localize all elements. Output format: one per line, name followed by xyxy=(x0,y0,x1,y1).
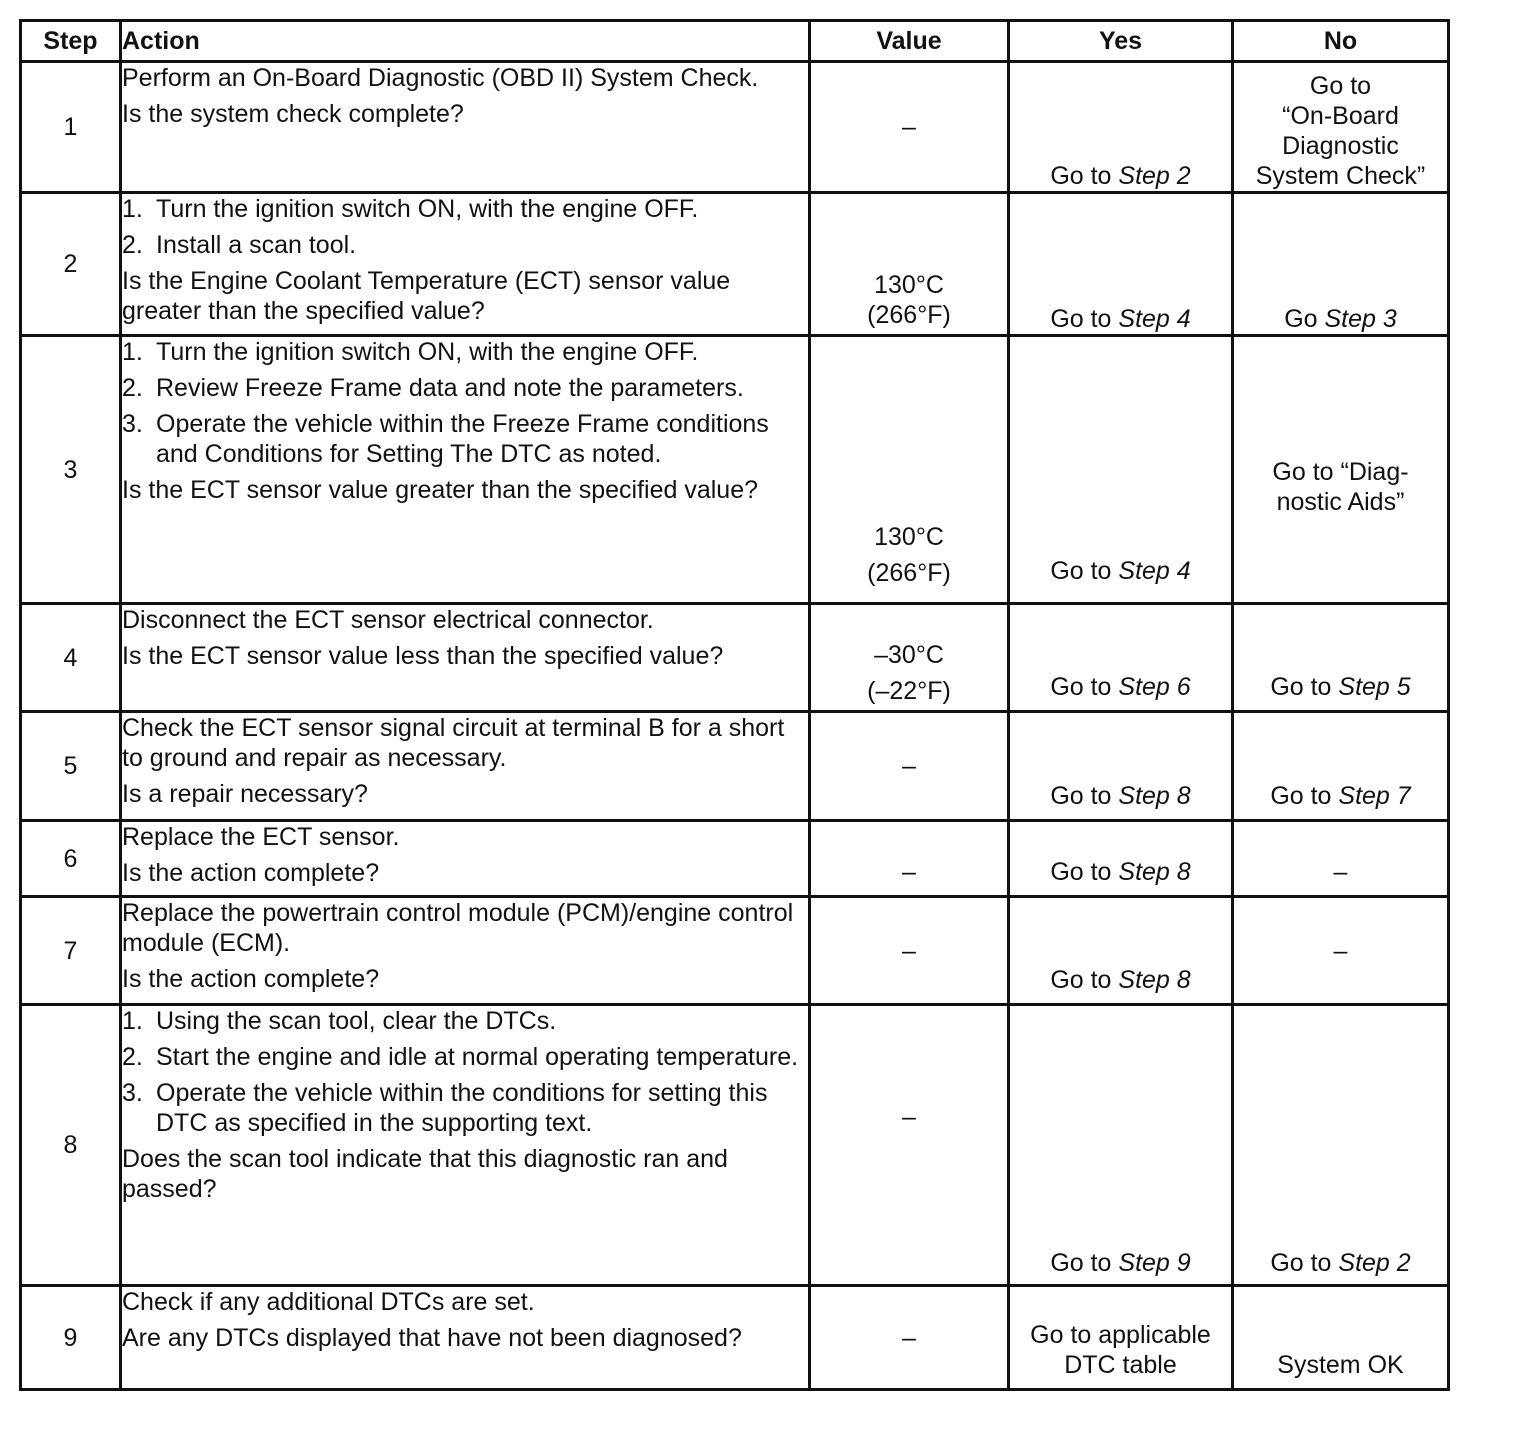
yes-cell xyxy=(1009,604,1233,712)
action-cell xyxy=(121,604,810,712)
yes-prefix: Go to xyxy=(1050,673,1119,701)
action-cell xyxy=(121,336,810,604)
no-cell xyxy=(1233,712,1449,821)
yes-prefix: Go to xyxy=(1050,305,1119,333)
yes-step-link[interactable]: Step 2 xyxy=(1118,162,1191,190)
step-number: 1 xyxy=(21,62,121,193)
no-line: System OK xyxy=(1277,1351,1404,1379)
action-question: Is the Engine Coolant Temperature (ECT) sensor value greater than the specified value? xyxy=(122,267,731,325)
yes-step-link[interactable]: Step 8 xyxy=(1118,858,1191,886)
yes-line: DTC table xyxy=(1064,1351,1177,1379)
no-cell xyxy=(1233,62,1449,193)
action-question: Is the action complete? xyxy=(122,859,380,887)
header-action: Action xyxy=(121,21,810,62)
action-line: Perform an On-Board Diagnostic (OBD II) System Check. xyxy=(122,64,759,92)
no-prefix: Go to xyxy=(1270,782,1339,810)
no-cell xyxy=(1233,336,1449,604)
table-row xyxy=(21,604,1449,712)
step-number: 6 xyxy=(21,821,121,897)
step-number: 5 xyxy=(21,712,121,821)
action-list xyxy=(122,194,808,260)
value-line: – xyxy=(902,858,916,886)
no-cell xyxy=(1233,897,1449,1005)
value-cell xyxy=(810,1286,1009,1390)
no-line: – xyxy=(1333,936,1348,965)
no-step-link[interactable]: Step 7 xyxy=(1338,782,1411,810)
no-line: – xyxy=(1333,858,1348,886)
no-line: System Check” xyxy=(1255,162,1426,190)
action-line: Disconnect the ECT sensor electrical connector. xyxy=(122,606,654,634)
value-cell xyxy=(810,712,1009,821)
value-cell xyxy=(810,604,1009,712)
action-list xyxy=(122,337,808,469)
yes-step-link[interactable]: Step 6 xyxy=(1118,673,1191,701)
yes-prefix: Go to xyxy=(1050,782,1119,810)
value-cell xyxy=(810,336,1009,604)
header-row xyxy=(21,21,1449,62)
action-question: Is the ECT sensor value less than the specified value? xyxy=(122,642,724,670)
yes-cell xyxy=(1009,336,1233,604)
yes-step-link[interactable]: Step 8 xyxy=(1118,782,1191,810)
action-question: Is the ECT sensor value greater than the specified value? xyxy=(122,476,759,504)
action-cell xyxy=(121,1286,810,1390)
table-row xyxy=(21,712,1449,821)
value-line: (–22°F) xyxy=(867,677,951,705)
diagnostic-table xyxy=(19,19,1450,1391)
yes-step-link[interactable]: Step 9 xyxy=(1118,1249,1191,1277)
action-question: Is the system check complete? xyxy=(122,100,464,128)
header-value: Value xyxy=(810,21,1009,62)
value-line: – xyxy=(902,752,916,780)
table-row xyxy=(21,1005,1449,1286)
no-line: nostic Aids” xyxy=(1276,487,1405,516)
table-row xyxy=(21,62,1449,193)
action-cell xyxy=(121,193,810,336)
no-line: Go to “Diag- xyxy=(1272,457,1409,486)
yes-cell xyxy=(1009,62,1233,193)
action-cell xyxy=(121,62,810,193)
yes-cell xyxy=(1009,1005,1233,1286)
no-line: Diagnostic xyxy=(1282,132,1399,160)
value-line: – xyxy=(902,113,916,141)
value-line: –30°C xyxy=(874,641,944,669)
no-cell xyxy=(1233,193,1449,336)
action-item: 3. Operate the vehicle within the Freeze Frame conditions and Conditions for Setting The DTC as noted. xyxy=(122,410,769,468)
table-row xyxy=(21,193,1449,336)
action-item: 2. Review Freeze Frame data and note the parameters. xyxy=(122,374,744,402)
no-cell xyxy=(1233,1005,1449,1286)
action-line: Check if any additional DTCs are set. xyxy=(122,1288,535,1316)
no-prefix: Go to xyxy=(1270,1249,1339,1277)
no-step-link[interactable]: Step 2 xyxy=(1338,1249,1411,1277)
header-step: Step xyxy=(21,21,121,62)
yes-line: Go to applicable xyxy=(1030,1321,1211,1349)
yes-cell xyxy=(1009,897,1233,1005)
value-cell xyxy=(810,821,1009,897)
step-number: 3 xyxy=(21,336,121,604)
yes-prefix: Go to xyxy=(1050,162,1119,190)
action-question: Are any DTCs displayed that have not been diagnosed? xyxy=(122,1324,742,1352)
yes-prefix: Go to xyxy=(1050,858,1119,886)
value-cell xyxy=(810,62,1009,193)
yes-prefix: Go to xyxy=(1050,1249,1119,1277)
action-cell xyxy=(121,712,810,821)
action-cell xyxy=(121,821,810,897)
no-cell xyxy=(1233,821,1449,897)
action-item: 2. Start the engine and idle at normal operating temperature. xyxy=(122,1043,799,1071)
action-question: Is the action complete? xyxy=(122,965,380,993)
value-line: (266°F) xyxy=(867,559,951,587)
value-cell xyxy=(810,897,1009,1005)
action-question: Is a repair necessary? xyxy=(122,780,368,808)
no-cell xyxy=(1233,604,1449,712)
no-line: “On-Board xyxy=(1282,102,1399,130)
no-prefix: Go xyxy=(1284,305,1325,333)
header-yes: Yes xyxy=(1009,21,1233,62)
action-line: Replace the powertrain control module (PCM)/engine control module (ECM). xyxy=(122,899,794,957)
value-cell xyxy=(810,1005,1009,1286)
yes-cell xyxy=(1009,821,1233,897)
yes-cell xyxy=(1009,193,1233,336)
value-line: – xyxy=(902,1103,916,1131)
step-number: 9 xyxy=(21,1286,121,1390)
step-number: 7 xyxy=(21,897,121,1005)
action-cell xyxy=(121,897,810,1005)
no-step-link[interactable]: Step 3 xyxy=(1324,305,1397,333)
action-question: Does the scan tool indicate that this diagnostic ran and passed? xyxy=(122,1145,728,1203)
value-line: 130°C xyxy=(874,523,944,551)
header-no: No xyxy=(1233,21,1449,62)
yes-cell xyxy=(1009,712,1233,821)
yes-step-link[interactable]: Step 8 xyxy=(1118,966,1191,994)
value-line: (266°F) xyxy=(867,301,951,329)
action-item: 1. Turn the ignition switch ON, with the engine OFF. xyxy=(122,195,699,223)
action-line: Replace the ECT sensor. xyxy=(122,823,400,851)
table-row xyxy=(21,336,1449,604)
table-row xyxy=(21,1286,1449,1390)
yes-step-link[interactable]: Step 4 xyxy=(1118,305,1191,333)
no-step-link[interactable]: Step 5 xyxy=(1338,673,1411,701)
action-list xyxy=(122,1006,808,1138)
yes-prefix: Go to xyxy=(1050,966,1119,994)
table-row xyxy=(21,821,1449,897)
yes-cell xyxy=(1009,1286,1233,1390)
value-line: – xyxy=(902,1323,916,1352)
step-number: 2 xyxy=(21,193,121,336)
value-line: 130°C xyxy=(874,271,944,299)
step-number: 4 xyxy=(21,604,121,712)
no-prefix: Go to xyxy=(1270,673,1339,701)
no-line: Go to xyxy=(1309,72,1372,100)
action-item: 3. Operate the vehicle within the conditions for setting this DTC as specified in the supporting text. xyxy=(122,1079,768,1137)
step-number: 8 xyxy=(21,1005,121,1286)
value-line: – xyxy=(902,936,916,965)
action-item: 1. Turn the ignition switch ON, with the engine OFF. xyxy=(122,338,699,366)
table-row xyxy=(21,897,1449,1005)
yes-prefix: Go to xyxy=(1050,557,1119,585)
action-item: 1. Using the scan tool, clear the DTCs. xyxy=(122,1007,557,1035)
yes-step-link[interactable]: Step 4 xyxy=(1118,557,1191,585)
action-item: 2. Install a scan tool. xyxy=(122,231,357,259)
action-cell xyxy=(121,1005,810,1286)
action-line: Check the ECT sensor signal circuit at terminal B for a short to ground and repair as necessary. xyxy=(122,714,785,772)
value-cell xyxy=(810,193,1009,336)
no-cell xyxy=(1233,1286,1449,1390)
